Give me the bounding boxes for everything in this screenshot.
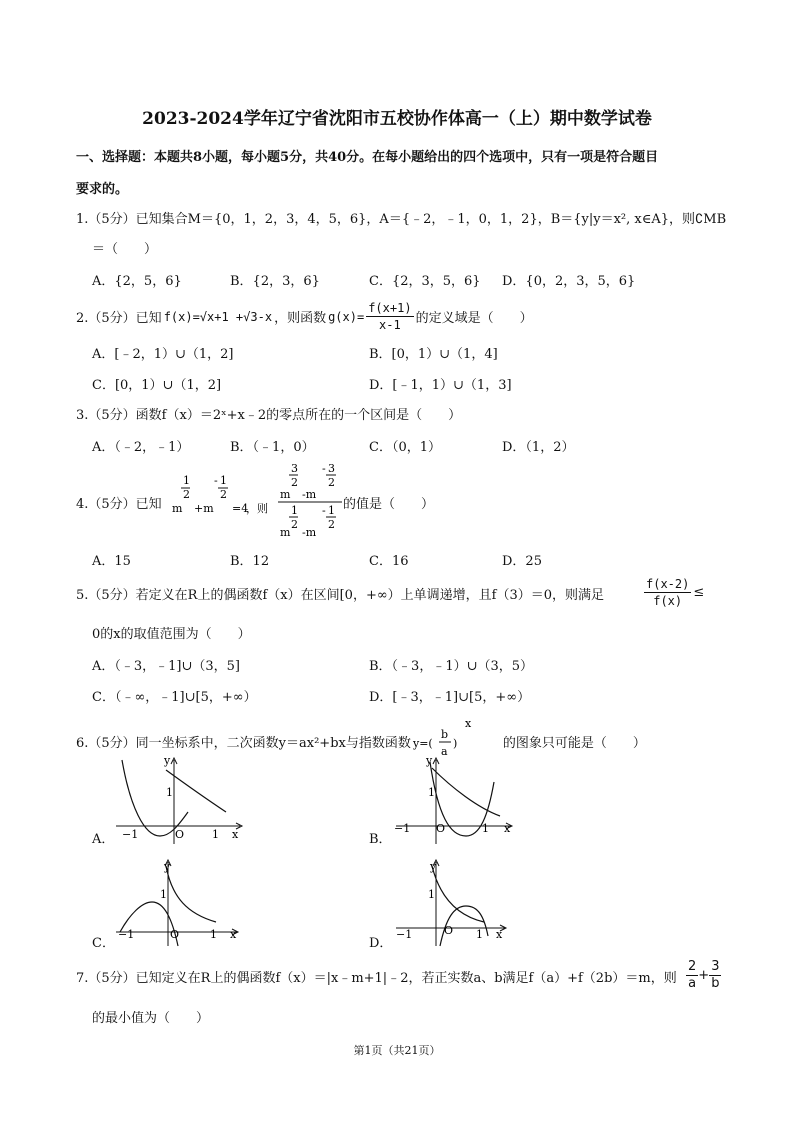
q2-option-d: D．[﹣1，1）∪（1，3] <box>369 378 512 393</box>
q7-formula <box>686 959 721 992</box>
section-heading-line1: 一、选择题：本题共8小题，每小题5分，共40分。在每小题给出的四个选项中，只有一项是符合题目 <box>76 150 659 165</box>
svg-text:-: - <box>322 462 326 475</box>
q5-fraction-wrap <box>644 576 704 609</box>
q7-frac2 <box>709 959 721 992</box>
svg-text:2: 2 <box>183 488 190 501</box>
svg-text:): ) <box>452 737 458 750</box>
svg-text:1: 1 <box>291 504 298 517</box>
q3-option-d: D．（1，2） <box>502 440 575 455</box>
q6-stem-line <box>76 717 646 761</box>
q6-stem: 6.（5分）同一坐标系中，二次函数y＝ax²+bx与指数函数 <box>76 735 411 751</box>
q3-option-c: C．（0，1） <box>369 440 441 455</box>
svg-text:m: m <box>280 488 291 501</box>
svg-text:x: x <box>464 717 472 730</box>
q6-graph-a <box>108 756 248 846</box>
q6-a-x-label: x <box>232 828 239 841</box>
q6-label-a: A． <box>92 832 115 847</box>
q5-option-d: D．[﹣3，﹣1]∪[5，+∞） <box>369 690 531 705</box>
q3-option-b: B．（﹣1，0） <box>230 440 315 455</box>
svg-text:2: 2 <box>291 518 298 531</box>
q6-c-x-label: x <box>230 928 237 941</box>
q6-b-one-y: 1 <box>428 786 435 799</box>
q4-mid: ，则 <box>246 502 268 515</box>
q6-c-origin: O <box>170 928 180 941</box>
q6-b-neg-one: −1 <box>394 822 411 835</box>
q6-graph-b <box>388 756 528 846</box>
q6-d-one-y: 1 <box>428 888 435 901</box>
q4-prefix: 4.（5分）已知 <box>76 497 162 512</box>
svg-text:2: 2 <box>328 518 335 531</box>
q5-fraction <box>644 576 691 609</box>
q5-denominator: f(x) <box>653 594 683 608</box>
q6-b-y-label: y <box>426 754 433 767</box>
q6-a-one-y: 1 <box>166 786 173 799</box>
q4-option-d: D．25 <box>502 554 542 569</box>
svg-text:m: m <box>172 502 183 515</box>
q6-b-origin: O <box>436 822 446 835</box>
q6-a-one-x: 1 <box>212 828 219 841</box>
q6-c-one-y: 1 <box>160 888 167 901</box>
q7-frac2-num: 3 <box>711 959 720 974</box>
section-heading-line2: 要求的。 <box>76 182 129 197</box>
q2-prefix: 2.（5分）已知 <box>76 311 162 326</box>
q6-b-one-x: 1 <box>482 822 489 835</box>
q5-numerator: f(x-2) <box>646 577 690 591</box>
q6-c-y-label: y <box>164 860 171 873</box>
page-title: 2023-2024学年辽宁省沈阳市五校协作体高一（上）期中数学试卷 <box>142 109 652 129</box>
svg-text:2: 2 <box>220 488 227 501</box>
q3-option-a: A．（﹣2，﹣1） <box>92 440 190 455</box>
page-footer: 第1页（共21页） <box>353 1044 441 1057</box>
q6-d-x-label: x <box>496 928 503 941</box>
q2-denominator: x-1 <box>379 318 401 332</box>
q6-label-b: B． <box>369 832 392 847</box>
q6-b-x-label: x <box>504 822 511 835</box>
q4-option-b: B．12 <box>230 554 270 569</box>
q2-gx-label: g(x)= <box>328 309 365 324</box>
q5-option-a: A．（﹣3，﹣1]∪（3，5] <box>92 659 241 674</box>
q7-frac1-den: a <box>688 976 697 991</box>
svg-text:b: b <box>440 728 448 741</box>
q2-fx-formula: f(x)=√x+1 +√3-x <box>163 309 273 324</box>
q7-frac1-num: 2 <box>688 959 697 974</box>
svg-text:1: 1 <box>183 474 190 487</box>
q6-d-y-label: y <box>430 860 437 873</box>
q5-option-c: C．（﹣∞，﹣1]∪[5，+∞） <box>92 690 257 705</box>
q3-stem: 3.（5分）函数f（x）＝2ˣ+x﹣2的零点所在的一个区间是（ ） <box>76 408 462 423</box>
svg-text:1: 1 <box>220 474 227 487</box>
q6-d-origin: O <box>444 924 454 937</box>
q6-a-origin: O <box>175 828 185 841</box>
q6-a-y-label: y <box>164 754 171 767</box>
q7-stem: 7.（5分）已知定义在R上的偶函数f（x）＝|x﹣m+1|﹣2，若正实数a、b满足f（a）+f（2b）＝m，则 <box>76 971 677 986</box>
q6-d-one-x: 1 <box>476 928 483 941</box>
q1-option-a: A．{2，5，6} <box>92 274 182 289</box>
q2-fraction <box>366 300 413 333</box>
svg-text:y=(: y=( <box>412 737 433 750</box>
q4-option-c: C．16 <box>369 554 409 569</box>
q5-stem: 5.（5分）若定义在R上的偶函数f（x）在区间[0，+∞）上单调递增，且f（3）＝0，则满足 <box>76 588 605 603</box>
q2-numerator: f(x+1) <box>368 301 412 315</box>
q6-suffix: 的图象只可能是（ ） <box>502 735 646 751</box>
svg-text:m: m <box>280 526 291 539</box>
svg-text:1: 1 <box>328 504 335 517</box>
q4-option-a: A．15 <box>92 554 131 569</box>
q7-frac1 <box>686 959 698 992</box>
q4-formula <box>170 462 370 542</box>
q6-d-neg-one: −1 <box>396 928 413 941</box>
q4-suffix: 的值是（ ） <box>343 497 435 512</box>
svg-text:=4: =4 <box>232 502 249 515</box>
svg-text:-m: -m <box>302 526 317 539</box>
svg-text:-: - <box>214 474 218 487</box>
q1-stem: 1.（5分）已知集合M＝{0，1，2，3，4，5，6}，A＝{﹣2，﹣1，0，1，2}，B＝{y|y＝x², x∈A}，则∁MB <box>76 212 727 227</box>
q2-option-a: A．[﹣2，1）∪（1，2] <box>92 347 234 362</box>
q1-stem2: ＝（ ） <box>92 242 158 257</box>
q2-option-b: B．[0，1）∪（1，4] <box>369 347 498 362</box>
q6-formula <box>411 717 503 761</box>
q2-suffix: 的定义域是（ ） <box>415 311 533 326</box>
q6-graph-c <box>108 858 248 948</box>
q1-option-c: C．{2，3，5，6} <box>369 274 481 289</box>
svg-text:2: 2 <box>328 476 335 489</box>
q2-option-c: C．[0，1）∪（1，2] <box>92 378 222 393</box>
svg-text:a: a <box>440 745 448 758</box>
svg-text:2: 2 <box>291 476 298 489</box>
q6-label-d: D． <box>369 936 393 951</box>
q2-stem <box>76 300 533 333</box>
svg-text:3: 3 <box>291 462 298 475</box>
svg-text:3: 3 <box>328 462 335 475</box>
q2-mid: ，则函数 <box>274 311 327 326</box>
q7-frac2-den: b <box>711 976 720 991</box>
q5-option-b: B．（﹣3，﹣1）∪（3，5） <box>369 659 534 674</box>
q7-plus: + <box>698 968 710 983</box>
q6-graph-d <box>388 858 528 948</box>
q1-option-d: D．{0，2，3，5，6} <box>502 274 636 289</box>
svg-text:+m: +m <box>194 502 214 515</box>
q1-option-b: B．{2，3，6} <box>230 274 320 289</box>
q7-stem2: 的最小值为（ ） <box>92 1011 210 1026</box>
q5-stem2: 0的x的取值范围为（ ） <box>92 627 251 642</box>
q6-label-c: C． <box>92 936 115 951</box>
q6-a-neg-one: −1 <box>122 828 139 841</box>
svg-text:-: - <box>322 504 326 517</box>
q6-c-neg-one: −1 <box>118 928 135 941</box>
q5-le-sign: ≤ <box>693 585 705 600</box>
q6-c-one-x: 1 <box>210 928 217 941</box>
svg-text:-m: -m <box>302 488 317 501</box>
